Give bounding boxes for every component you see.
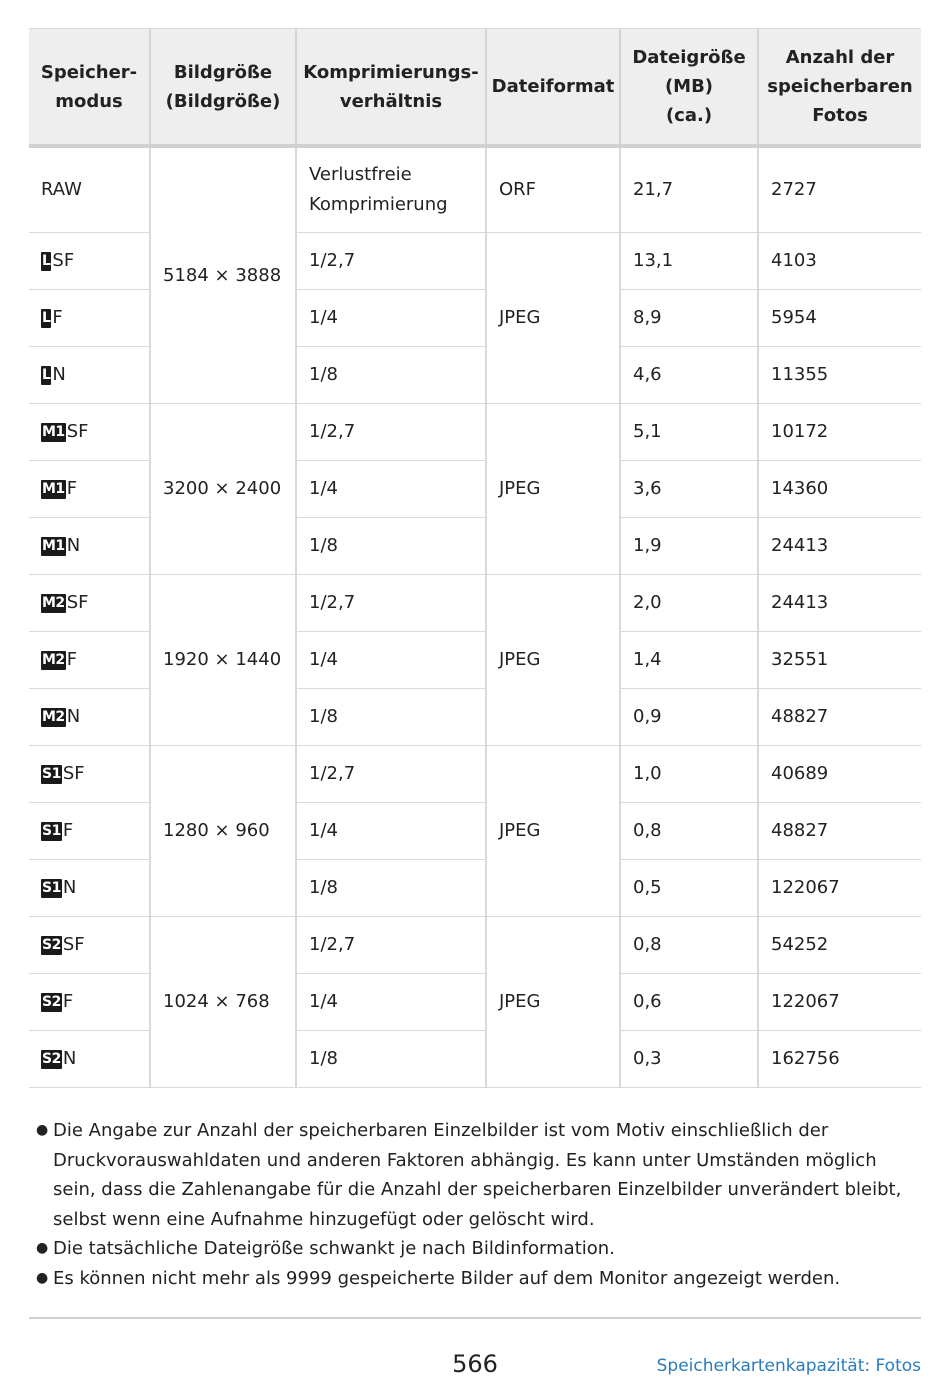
photo-count-cell: 14360 [758, 461, 921, 518]
mode-cell [29, 689, 150, 746]
note-item: ● Die Angabe zur Anzahl der speicherbaren Einzelbilder ist vom Motiv einschließlich der Druckvorauswahldaten und anderen Faktoren abhängig. Es kann unter Umständen möglich sein, dass die Zahlenangabe für die Anzahl der speicherbaren Einzelbilder unverändert bleibt, selbst wenn eine Aufnahme hinzugefügt oder gelöscht wird. [36, 1116, 916, 1234]
compression-cell: 1/2,7 [296, 233, 486, 290]
table-row [29, 746, 921, 803]
footer-divider [29, 1317, 921, 1319]
photo-count-cell: 48827 [758, 689, 921, 746]
size-badge-icon: L [42, 253, 51, 269]
page-number: 566 [452, 1350, 498, 1378]
photo-count-cell: 4103 [758, 233, 921, 290]
photo-count-cell: 40689 [758, 746, 921, 803]
image-size-cell: 1024 × 768 [150, 917, 296, 1088]
photo-count-cell: 24413 [758, 575, 921, 632]
size-badge-icon: S2 [42, 994, 61, 1010]
quality-label: SF [52, 250, 75, 271]
quality-label: F [66, 649, 78, 670]
image-size-cell: 1920 × 1440 [150, 575, 296, 746]
mode-cell [29, 917, 150, 974]
file-size-cell: 0,3 [620, 1031, 758, 1088]
file-size-cell: 8,9 [620, 290, 758, 347]
image-size-cell: 3200 × 2400 [150, 404, 296, 575]
mode-cell [29, 803, 150, 860]
compression-cell: 1/4 [296, 290, 486, 347]
quality-label: N [52, 364, 66, 385]
header-image-size: Bildgröße (Bildgröße) [150, 29, 296, 147]
bullet-icon: ● [36, 1269, 49, 1286]
bullet-icon: ● [36, 1240, 49, 1256]
size-badge-icon: S2 [42, 1051, 61, 1067]
quality-label: F [62, 991, 74, 1012]
quality-label: N [62, 877, 77, 898]
mode-cell [29, 860, 150, 917]
mode-cell [29, 146, 150, 233]
file-size-cell: 4,6 [620, 347, 758, 404]
file-size-cell: 0,6 [620, 974, 758, 1031]
file-size-cell: 3,6 [620, 461, 758, 518]
image-size-cell: 1280 × 960 [150, 746, 296, 917]
photo-count-cell: 24413 [758, 518, 921, 575]
mode-cell [29, 974, 150, 1031]
image-size-cell: 5184 × 3888 [150, 146, 296, 404]
quality-label: N [66, 706, 81, 727]
quality-label: SF [66, 592, 89, 613]
compression-cell: 1/2,7 [296, 404, 486, 461]
file-size-cell: 0,5 [620, 860, 758, 917]
compression-cell: 1/2,7 [296, 917, 486, 974]
photo-count-cell: 2727 [758, 146, 921, 233]
size-badge-icon: S1 [42, 823, 61, 839]
compression-cell: 1/2,7 [296, 575, 486, 632]
mode-cell [29, 290, 150, 347]
compression-cell: 1/4 [296, 974, 486, 1031]
file-size-cell: 1,9 [620, 518, 758, 575]
note-item: ● Es können nicht mehr als 9999 gespeicherte Bilder auf dem Monitor angezeigt werden. [36, 1264, 916, 1294]
file-size-cell: 1,4 [620, 632, 758, 689]
size-badge-icon: S1 [42, 766, 61, 782]
mode-cell [29, 404, 150, 461]
file-size-cell: 2,0 [620, 575, 758, 632]
photo-count-cell: 10172 [758, 404, 921, 461]
photo-count-cell: 162756 [758, 1031, 921, 1088]
file-format-cell: JPEG [486, 746, 620, 917]
photo-count-cell: 122067 [758, 860, 921, 917]
file-size-cell: 0,8 [620, 917, 758, 974]
size-badge-icon: S2 [42, 937, 61, 953]
table-row [29, 917, 921, 974]
file-size-cell: 5,1 [620, 404, 758, 461]
quality-label: N [66, 535, 81, 556]
compression-cell: 1/8 [296, 689, 486, 746]
table-header-row [29, 29, 921, 147]
mode-cell [29, 461, 150, 518]
size-badge-icon: M2 [42, 595, 65, 611]
size-badge-icon: M1 [42, 424, 65, 440]
file-size-cell: 0,9 [620, 689, 758, 746]
mode-label: RAW [41, 179, 82, 200]
size-badge-icon: S1 [42, 880, 61, 896]
size-badge-icon: M2 [42, 709, 65, 725]
quality-label: SF [62, 763, 85, 784]
header-file-format: Dateiformat [486, 29, 620, 147]
file-format-cell: JPEG [486, 233, 620, 404]
file-size-cell: 13,1 [620, 233, 758, 290]
quality-label: F [62, 820, 74, 841]
table-row [29, 575, 921, 632]
size-badge-icon: M2 [42, 652, 65, 668]
quality-label: SF [66, 421, 89, 442]
file-size-cell: 21,7 [620, 146, 758, 233]
notes-list [36, 1116, 916, 1293]
photo-count-cell: 11355 [758, 347, 921, 404]
file-format-cell: ORF [486, 146, 620, 233]
mode-cell [29, 632, 150, 689]
mode-cell [29, 233, 150, 290]
compression-cell: 1/8 [296, 347, 486, 404]
table-row [29, 404, 921, 461]
header-photo-count: Anzahl der speicherbaren Fotos [758, 29, 921, 147]
quality-label: SF [62, 934, 85, 955]
compression-cell: 1/8 [296, 860, 486, 917]
compression-cell: 1/8 [296, 518, 486, 575]
table-row [29, 146, 921, 233]
quality-label: F [66, 478, 78, 499]
photo-count-cell: 5954 [758, 290, 921, 347]
file-size-cell: 0,8 [620, 803, 758, 860]
header-file-size: Dateigröße (MB) (ca.) [620, 29, 758, 147]
size-badge-icon: M1 [42, 538, 65, 554]
compression-cell: 1/4 [296, 461, 486, 518]
file-format-cell: JPEG [486, 917, 620, 1088]
compression-cell: 1/2,7 [296, 746, 486, 803]
compression-cell: 1/8 [296, 1031, 486, 1088]
size-badge-icon: L [42, 367, 51, 383]
storage-capacity-table [29, 28, 921, 1088]
mode-cell [29, 1031, 150, 1088]
compression-cell: Verlustfreie Komprimierung [296, 146, 486, 233]
compression-cell: 1/4 [296, 632, 486, 689]
mode-cell [29, 575, 150, 632]
compression-cell: 1/4 [296, 803, 486, 860]
section-link[interactable]: Speicherkartenkapazität: Fotos [656, 1356, 921, 1376]
header-compression: Komprimierungs- verhältnis [296, 29, 486, 147]
header-storage-mode: Speicher- modus [29, 29, 150, 147]
size-badge-icon: M1 [42, 481, 65, 497]
file-format-cell: JPEG [486, 404, 620, 575]
file-size-cell: 1,0 [620, 746, 758, 803]
bullet-icon: ● [36, 1122, 49, 1138]
quality-label: N [62, 1048, 77, 1069]
photo-count-cell: 32551 [758, 632, 921, 689]
note-item: ● Die tatsächliche Dateigröße schwankt je nach Bildinformation. [36, 1234, 916, 1264]
size-badge-icon: L [42, 310, 51, 326]
mode-cell [29, 746, 150, 803]
photo-count-cell: 122067 [758, 974, 921, 1031]
quality-label: F [52, 307, 63, 328]
photo-count-cell: 48827 [758, 803, 921, 860]
mode-cell [29, 347, 150, 404]
mode-cell [29, 518, 150, 575]
file-format-cell: JPEG [486, 575, 620, 746]
photo-count-cell: 54252 [758, 917, 921, 974]
